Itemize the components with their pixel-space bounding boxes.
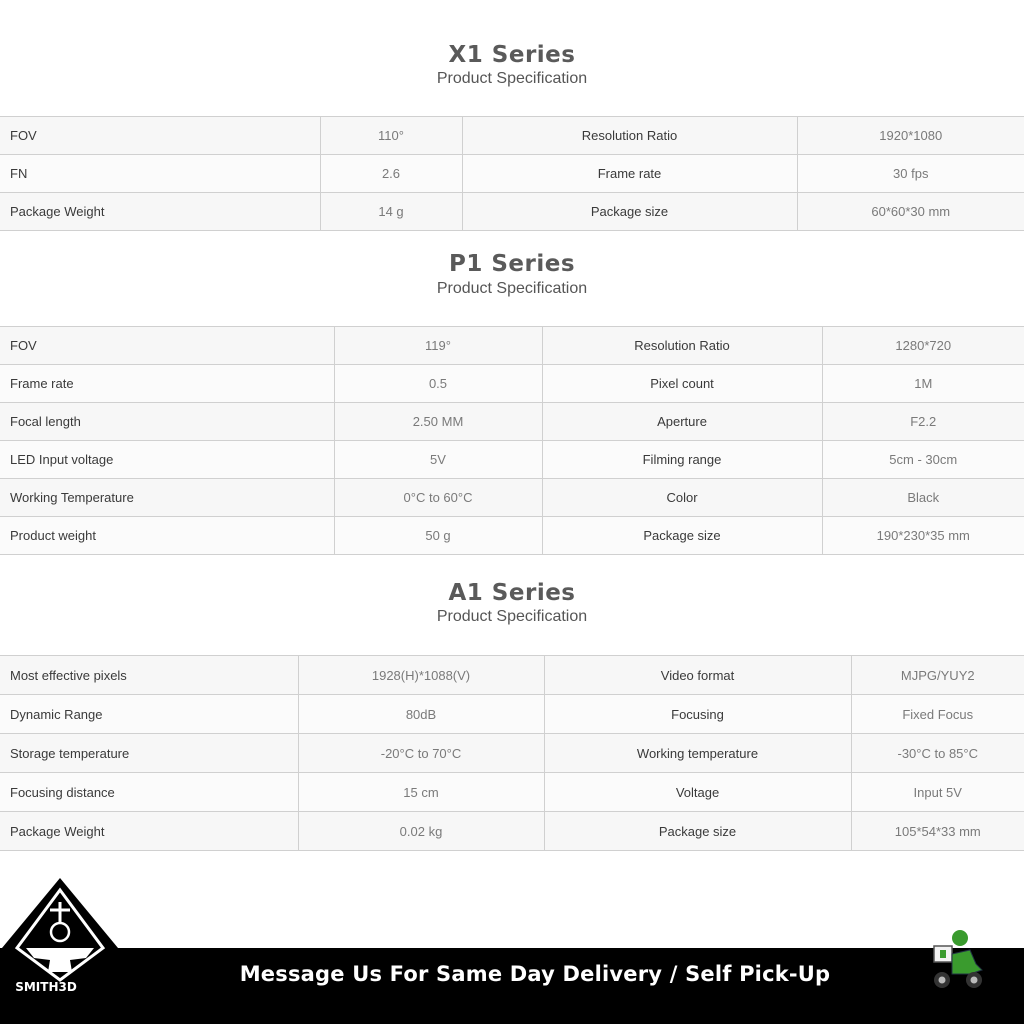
spec-label: Frame rate: [0, 365, 334, 403]
spec-label: Resolution Ratio: [542, 327, 822, 365]
table-row: [0, 403, 1024, 441]
logo-text: SMITH3D: [15, 980, 77, 994]
spec-value: Fixed Focus: [851, 695, 1024, 734]
table-row: [0, 193, 1024, 231]
spec-label: Dynamic Range: [0, 695, 298, 734]
table-row: [0, 812, 1024, 851]
table-row: [0, 327, 1024, 365]
spec-value: 0.02 kg: [298, 812, 544, 851]
spec-label: Product weight: [0, 517, 334, 555]
table-row: [0, 479, 1024, 517]
spec-label: Focal length: [0, 403, 334, 441]
spec-value: -30°C to 85°C: [851, 734, 1024, 773]
spec-value: 110°: [320, 117, 462, 155]
spec-label: Aperture: [542, 403, 822, 441]
spec-value: 1920*1080: [797, 117, 1024, 155]
spec-label: Package size: [462, 193, 797, 231]
anvil-logo-icon: [0, 876, 120, 1024]
spec-value: 5cm - 30cm: [822, 441, 1024, 479]
a1-spec-table: [0, 655, 1024, 851]
p1-title: P1 Series: [448, 251, 576, 277]
footer-banner: [0, 948, 1024, 1024]
spec-value: 2.6: [320, 155, 462, 193]
spec-value: 2.50 MM: [334, 403, 542, 441]
spec-label: Working Temperature: [0, 479, 334, 517]
spec-value: 1280*720: [822, 327, 1024, 365]
spec-label: Storage temperature: [0, 734, 298, 773]
scooter-icon: [926, 924, 990, 994]
spec-value: 5V: [334, 441, 542, 479]
p1-spec-table: [0, 326, 1024, 555]
spec-label: Color: [542, 479, 822, 517]
spec-value: -20°C to 70°C: [298, 734, 544, 773]
spec-value: 50 g: [334, 517, 542, 555]
spec-value: 0°C to 60°C: [334, 479, 542, 517]
spec-value: 190*230*35 mm: [822, 517, 1024, 555]
spec-value: 15 cm: [298, 773, 544, 812]
a1-title: A1 Series: [448, 580, 576, 606]
spec-label: Most effective pixels: [0, 656, 298, 695]
spec-label: Pixel count: [542, 365, 822, 403]
spec-label: FOV: [0, 117, 320, 155]
spec-label: Working temperature: [544, 734, 851, 773]
spec-value: 1M: [822, 365, 1024, 403]
p1-subtitle: Product Specification: [436, 280, 588, 297]
footer-message: Message Us For Same Day Delivery / Self Pick-Up: [239, 962, 831, 986]
table-row: [0, 365, 1024, 403]
spec-label: Package size: [544, 812, 851, 851]
spec-value: 0.5: [334, 365, 542, 403]
spec-value: 105*54*33 mm: [851, 812, 1024, 851]
spec-label: Frame rate: [462, 155, 797, 193]
spec-value: 30 fps: [797, 155, 1024, 193]
table-row: [0, 773, 1024, 812]
spec-value: Black: [822, 479, 1024, 517]
table-row: [0, 517, 1024, 555]
table-row: [0, 734, 1024, 773]
spec-value: Input 5V: [851, 773, 1024, 812]
spec-label: Filming range: [542, 441, 822, 479]
table-row: [0, 695, 1024, 734]
spec-label: Package Weight: [0, 812, 298, 851]
spec-label: Focusing: [544, 695, 851, 734]
spec-value: 60*60*30 mm: [797, 193, 1024, 231]
spec-label: Focusing distance: [0, 773, 298, 812]
table-row: [0, 117, 1024, 155]
spec-value: F2.2: [822, 403, 1024, 441]
spec-label: Package size: [542, 517, 822, 555]
spec-value: 14 g: [320, 193, 462, 231]
x1-subtitle: Product Specification: [436, 70, 588, 87]
spec-value: 1928(H)*1088(V): [298, 656, 544, 695]
table-row: [0, 656, 1024, 695]
spec-label: Video format: [544, 656, 851, 695]
spec-label: Voltage: [544, 773, 851, 812]
x1-title: X1 Series: [448, 42, 576, 68]
spec-label: FOV: [0, 327, 334, 365]
table-row: [0, 441, 1024, 479]
a1-subtitle: Product Specification: [436, 608, 588, 625]
x1-spec-table: [0, 116, 1024, 231]
spec-label: FN: [0, 155, 320, 193]
spec-value: MJPG/YUY2: [851, 656, 1024, 695]
spec-label: Package Weight: [0, 193, 320, 231]
spec-label: Resolution Ratio: [462, 117, 797, 155]
spec-value: 119°: [334, 327, 542, 365]
table-row: [0, 155, 1024, 193]
spec-value: 80dB: [298, 695, 544, 734]
spec-label: LED Input voltage: [0, 441, 334, 479]
